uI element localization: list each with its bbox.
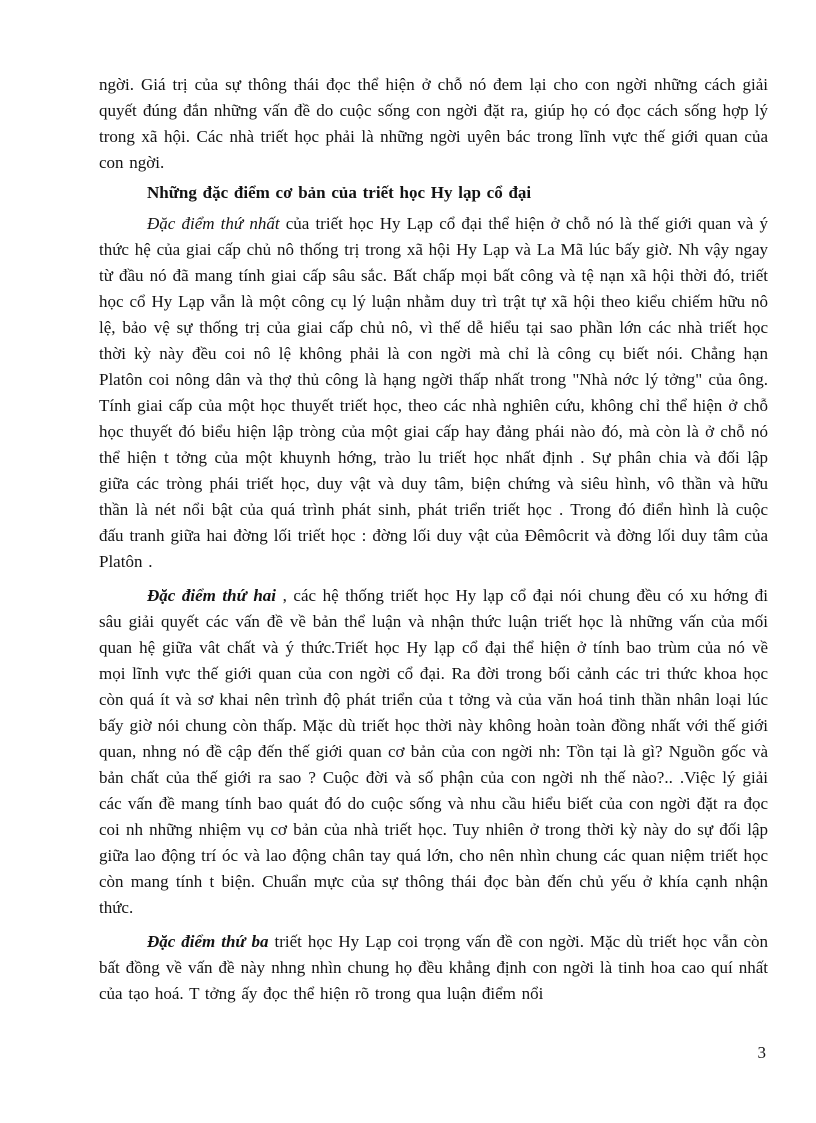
paragraph-first-characteristic [99,211,768,575]
paragraph-lead-second: Đặc điểm thứ hai [147,586,277,605]
paragraph-body-second: , các hệ thống triết học Hy lạp cổ đại nói chung đều có xu hớng đi sâu giải quyết các vấn đề về bản thể luận và nhận thức luận triết học là những vấn của mối quan hệ giữa vât chất và ý thức.Triết học Hy lạp cổ đại thể hiện ở tính bao trùm của nó về mọi lĩnh vực thế giới quan của con ngời cổ đại. Ra đời trong bối cảnh các tri thức khoa học còn quá ít và sơ khai nên trình độ phát triển của t tởng và của văn hoá tinh thần nhân loại lúc bấy giờ nói chung còn thấp. Mặc dù triết học thời này không hoàn toàn đồng nhất với thế giới quan, nhng nó đề cập đến thế giới quan cơ bản của con ngời nh: Tồn tại là gì? Nguồn gốc và bản chất của thế giới ra sao ? Cuộc đời và số phận của con ngời nh thế nào?.. .Việc lý giải các vấn đề mang tính bao quát đó do cuộc sống và nhu cầu hiểu biết của con ngời đặt ra đọc coi nh những nhiệm vụ cơ bản của nhà triết học. Tuy nhiên ở trong thời kỳ này do sự đối lập giữa lao động trí óc và lao động chân tay quá lớn, cho nên nhìn chung các quan niệm triết học còn mang tính t biện. Chuẩn mực của sự thông thái đọc bàn đến chủ yếu ở khía cạnh nhận thức. [99,586,768,917]
paragraph-body-first: của triết học Hy Lạp cổ đại thể hiện ở chỗ nó là thế giới quan và ý thức hệ của giai cấp chủ nô thống trị trong xã hội Hy Lạp và La Mã lúc bấy giờ. Nh vậy ngay từ đầu nó đã mang tính giai cấp sâu sắc. Bất chấp mọi bất công và tệ nạn xã hội thời đó, triết học cổ Hy Lạp vẫn là một công cụ lý luận nhằm duy trì trật tự xã hội theo kiểu chiếm hữu nô lệ, bảo vệ sự thống trị của giai cấp chủ nô, vì thế dễ hiểu tại sao phần lớn các nhà triết học thời kỳ này đều coi nô lệ không phải là con ngời mà chỉ là công cụ biết nói. Chẳng hạn Platôn coi nông dân và thợ thủ công là hạng ngời thấp nhất trong "Nhà nớc lý tởng" của ông. Tính giai cấp của một học thuyết triết học, theo các nhà nghiên cứu, không chỉ thể hiện ở chỗ học thuyết đó biểu hiện lập tròng của một giai cấp hay đảng phái nào đó, mà còn là ở chỗ nó thể hiện t tởng của một khuynh hớng, trào lu triết học nhất định . Sự phân chia và đối lập giữa các tròng phái triết học, duy vật và duy tâm, biện chứng và siêu hình, vô thần và hữu thần là nét nổi bật của quá trình phát sinh, phát triển triết học . Trong đó điển hình là cuộc đấu tranh giữa hai đờng lối triết học : đờng lối duy vật của Đêmôcrit và đờng lối duy tâm của Platôn . [99,214,769,571]
paragraph-second-characteristic [99,583,768,921]
paragraph-body-third: triết học Hy Lạp coi trọng vấn đề con ngời. Mặc dù triết học vẫn còn bất đồng về vấn đề này nhng nhìn chung họ đều khẳng định con ngời là tinh hoa cao quí nhất của tạo hoá. T tởng ấy đọc thể hiện rõ trong qua luận điểm nổi [99,932,768,1003]
paragraph-lead-first: Đặc điểm thứ nhất [147,214,280,233]
page-number: 3 [757,1043,766,1062]
section-heading: Những đặc điểm cơ bản của triết học Hy lạp cổ đại [147,183,532,202]
intro-paragraph: ngời. Giá trị của sự thông thái đọc thể hiện ở chỗ nó đem lại cho con ngời những cách giải quyết đúng đắn những vấn đề do cuộc sống con ngời đặt ra, giúp họ có đọc cách sống hợp lý trong xã hội. Các nhà triết học phải là những ngời uyên bác trong lĩnh vực thế giới quan của con ngời. [99,75,768,172]
paragraph-lead-third: Đặc điểm thứ ba [147,932,269,951]
document-content [99,72,768,1015]
paragraph-third-characteristic [99,929,768,1007]
